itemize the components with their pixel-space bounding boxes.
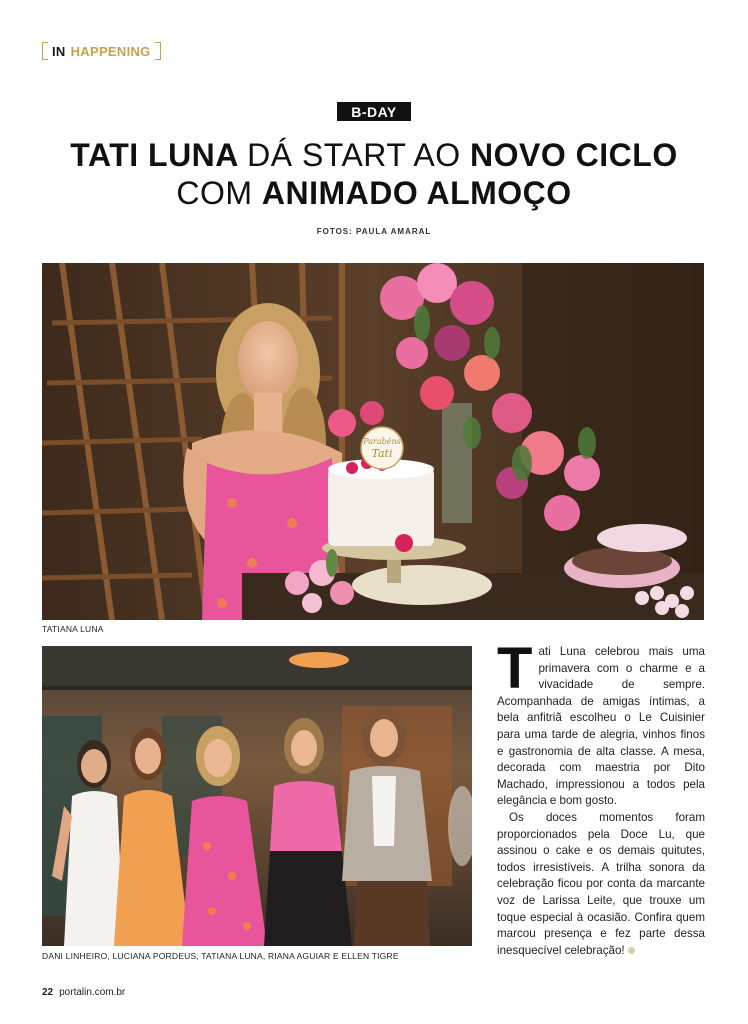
headline-part: NOVO CICLO [470,137,678,173]
group-photo [42,646,472,946]
headline-part: TATI LUNA [70,137,248,173]
bracket-right [155,42,161,60]
photo-credit: FOTOS: PAULA AMARAL [316,227,432,236]
section-prefix: IN [52,43,66,59]
section-name: HAPPENING [70,43,151,59]
end-mark-icon [628,947,635,954]
paragraph-1-text: ati Luna celebrou mais uma primavera com o charme e a vivacidade de sempre. Acompanhada de amigas íntimas, a bela anfitriã escolheu o Le Cuisinier para uma tarde de alegria, vinhos finos e gastronomia de alta classe. A mesa, decorada com maestria por Dito Machado, impressionou a todos pela elegância e bom gosto. [497,645,705,808]
group-photo-caption: DANI LINHEIRO, LUCIANA PORDEUS, TATIANA LUNA, RIANA AGUIAR E ELLEN TIGRE [42,951,399,961]
paragraph-2-text: Os doces momentos foram proporcionados pela Doce Lu, que assinou o cake e os demais quitutes, todos irresistíveis. A trilha sonora da celebração ficou por conta da marcante voz de Larissa Leite, que trouxe um toque especial à ocasião. Confira quem marcou presença e fez parte dessa inesquecível celebração! [497,810,705,957]
page-footer [42,987,125,998]
main-photo [42,263,704,620]
headline-line-2 [20,174,728,212]
main-photo-caption: TATIANA LUNA [42,624,104,634]
footer-site: portalin.com.br [59,987,126,998]
cake-topper-line-2: Tati [371,447,393,460]
bracket-left [42,42,48,60]
page-number: 22 [42,987,54,998]
cake-topper-line-1: Parabéns [363,437,401,446]
headline-line-1 [20,136,728,174]
article-paragraph-1 [497,636,705,810]
headline-part: DÁ START AO [247,137,471,173]
section-tag [42,42,161,60]
article-body [497,636,705,959]
drop-cap: T [497,636,533,701]
category-badge: B-DAY [337,102,411,121]
headline-part: COM [176,175,262,211]
article-paragraph-2 [497,810,705,959]
headline-part: ANIMADO ALMOÇO [261,175,572,211]
